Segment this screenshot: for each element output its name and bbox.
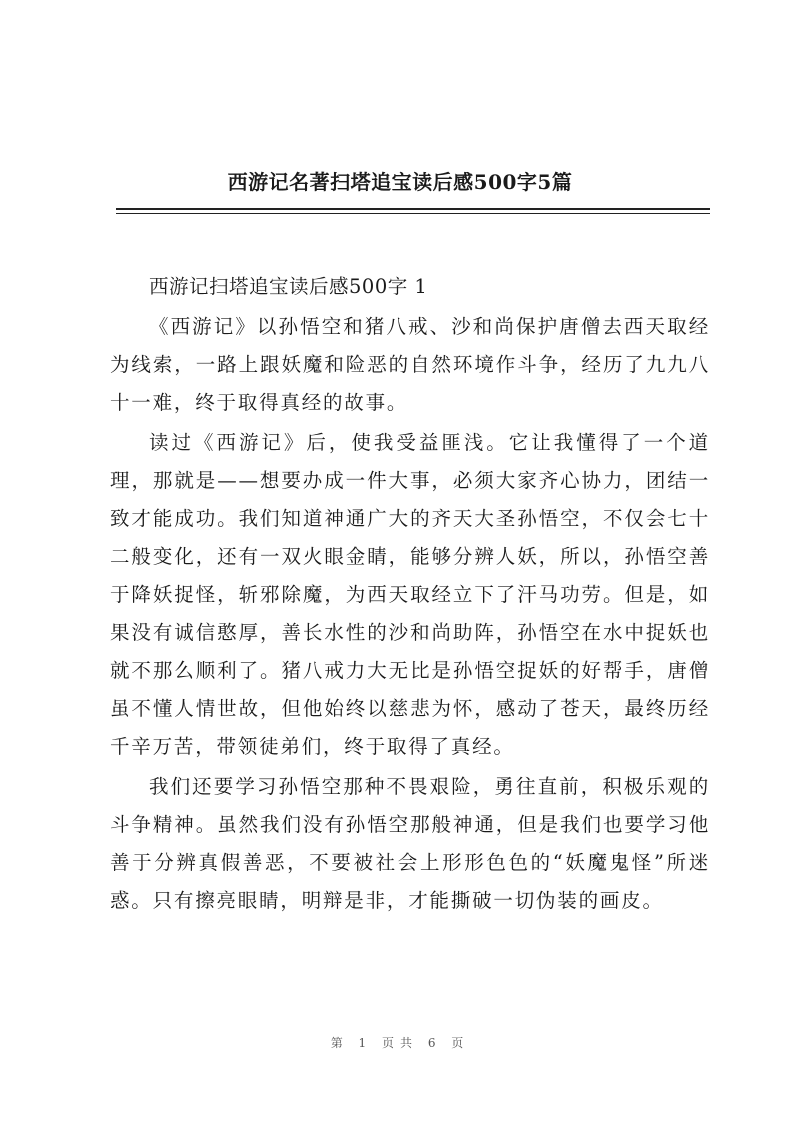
- title-divider-thin: [116, 213, 710, 214]
- title-divider: [116, 208, 710, 210]
- page-footer: 第 1 页共 6 页: [330, 1036, 470, 1050]
- section-heading: 西游记扫塔追宝读后感500字 1: [149, 275, 428, 298]
- body-paragraph: 《西游记》以孙悟空和猪八戒、沙和尚保护唐僧去西天取经为线索，一路上跟妖魔和险恶的自然环境作斗争，经历了九九八十一难，终于取得真经的故事。: [110, 315, 710, 414]
- document-title: 西游记名著扫塔追宝读后感500字5篇: [227, 170, 573, 194]
- body-paragraph: 我们还要学习孙悟空那种不畏艰险，勇往直前，积极乐观的斗争精神。虽然我们没有孙悟空那般神通，但是我们也要学习他善于分辨真假善恶，不要被社会上形形色色的“妖魔鬼怪”所迷惑。只有擦亮眼睛，明辩是非，才能撕破一切伪装的画皮。: [110, 775, 710, 912]
- body-paragraph: 读过《西游记》后，使我受益匪浅。它让我懂得了一个道理，那就是——想要办成一件大事，必须大家齐心协力，团结一致才能成功。我们知道神通广大的齐天大圣孙悟空，不仅会七十二般变化，还有一双火眼金睛，能够分辨人妖，所以，孙悟空善于降妖捉怪，斩邪除魔，为西天取经立下了汗马功劳。但是，如果没有诚信憨厚，善长水性的沙和尚助阵，孙悟空在水中捉妖也就不那么顺利了。猪八戒力大无比是孙悟空捉妖的好帮手，唐僧虽不懂人情世故，但他始终以慈悲为怀，感动了苍天，最终历经千辛万苦，带领徒弟们，终于取得了真经。: [110, 431, 710, 758]
- document-body: [110, 268, 710, 922]
